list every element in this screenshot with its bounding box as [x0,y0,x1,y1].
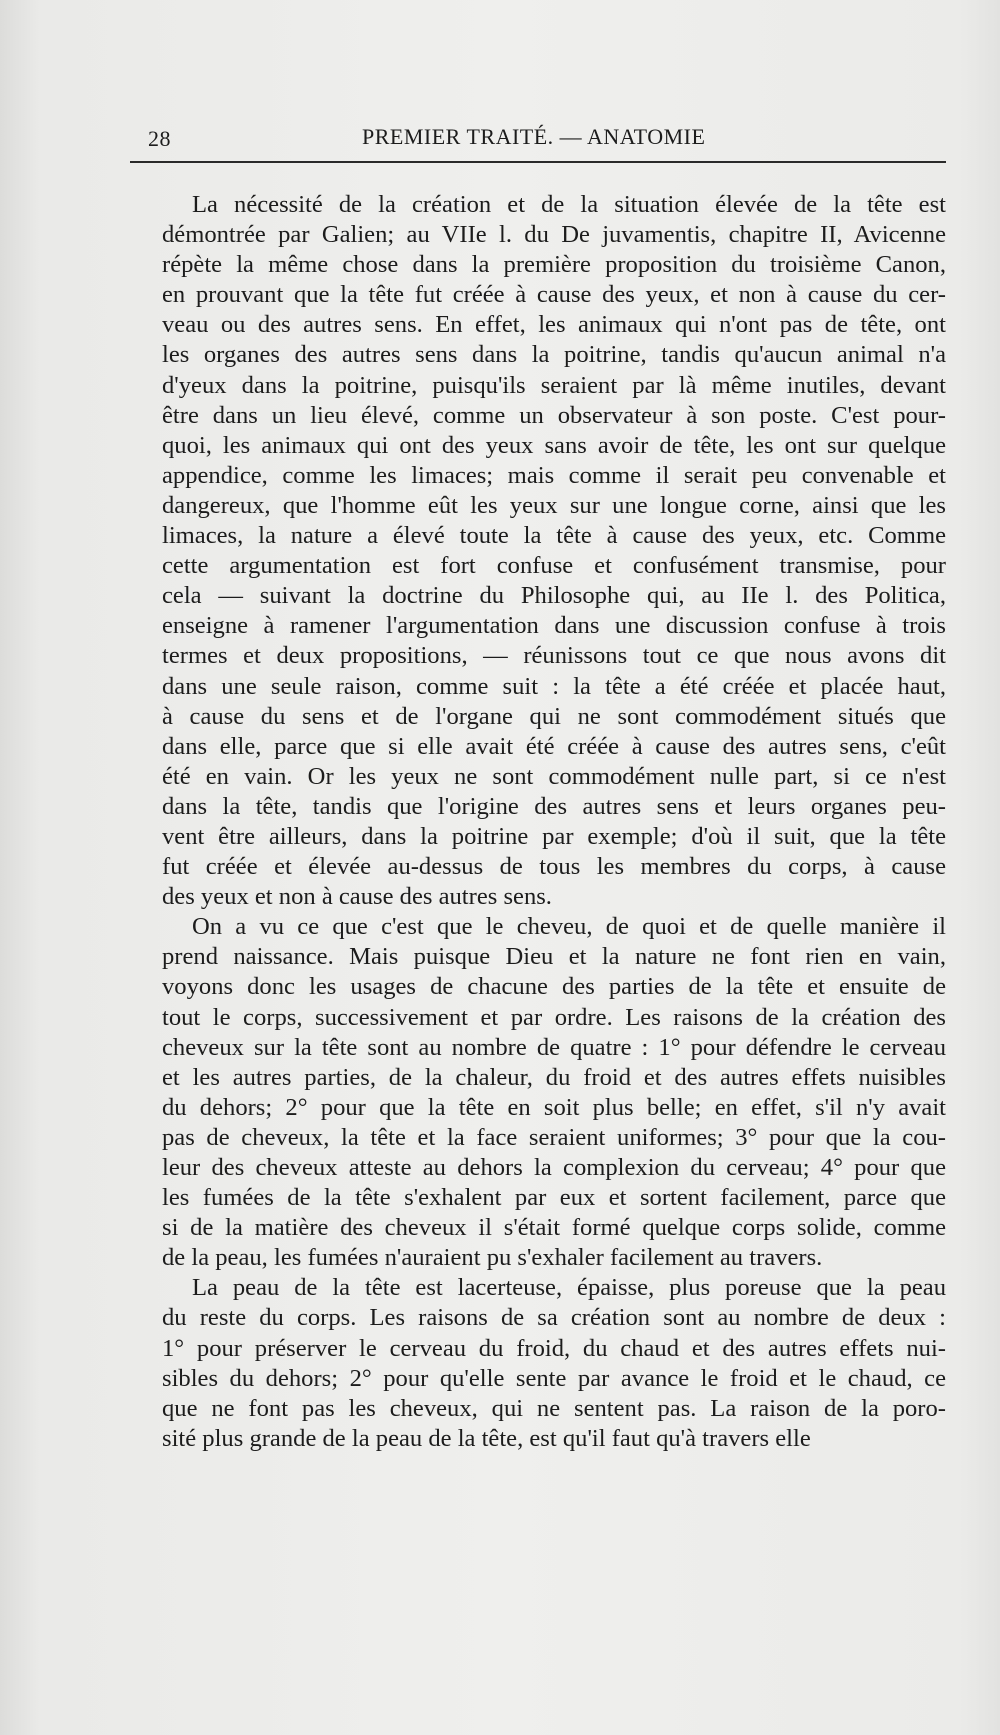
text-line: 1° pour préserver le cerveau du froid, du chaud et des autres effets nui- [162,1334,946,1362]
text-line: dangereux, que l'homme eût les yeux sur une longue corne, ainsi que les [162,491,946,519]
text-line: La nécessité de la création et de la situation élevée de la tête est [192,191,946,218]
text-line: dans la tête, tandis que l'origine des autres sens et leurs organes peu- [162,792,946,820]
text-line: dans une seule raison, comme suit : la tête a été créée et placée haut, [162,672,946,700]
paragraph-2 [130,912,946,1273]
text-line: enseigne à ramener l'argumentation dans une discussion confuse à trois [162,612,946,640]
text-line: à cause du sens et de l'organe qui ne sont commodément situés que [162,702,946,730]
text-line: démontrée par Galien; au VIIe l. du De juvamentis, chapitre II, Avicenne [162,221,946,249]
text-line: vent être ailleurs, dans la poitrine par exemple; d'où il suit, que la tête [162,822,946,850]
text-line: quoi, les animaux qui ont des yeux sans avoir de tête, les ont sur quelque [162,431,946,459]
text-line: de la peau, les fumées n'auraient pu s'exhaler facilement au travers. [162,1244,823,1272]
text-line: et les autres parties, de la chaleur, du froid et des autres effets nuisibles [162,1063,946,1091]
text-line: termes et deux propositions, — réunissons tout ce que nous avons dit [162,642,946,670]
text-line: été en vain. Or les yeux ne sont commodément nulle part, si ce n'est [162,762,946,790]
running-title: PREMIER TRAITÉ. — ANATOMIE [362,124,706,149]
text-line: fut créée et élevée au-dessus de tous les membres du corps, à cause [162,853,946,881]
paragraph-3 [130,1273,946,1454]
header-rule [130,161,946,163]
text-line: du dehors; 2° pour que la tête en soit plus belle; en effet, s'il n'y avait [162,1093,946,1121]
text-line: pas de cheveux, la tête et la face seraient uniformes; 3° pour que la cou- [162,1123,946,1151]
paragraph-1 [130,190,946,912]
text-line: veau ou des autres sens. En effet, les animaux qui n'ont pas de tête, ont [162,311,946,339]
text-line: que ne font pas les cheveux, qui ne sentent pas. La raison de la poro- [162,1394,946,1422]
text-line: dans elle, parce que si elle avait été créée à cause des autres sens, c'eût [162,732,946,760]
text-line: les fumées de la tête s'exhalent par eux et sortent facilement, parce que [162,1184,946,1212]
text-line: répète la même chose dans la première proposition du troisième Canon, [162,251,946,279]
text-line: tout le corps, successivement et par ordre. Les raisons de la création des [162,1003,946,1031]
text-line: d'yeux dans la poitrine, puisqu'ils seraient par là même inutiles, devant [162,371,946,399]
page-number: 28 [148,126,171,151]
text-line: en prouvant que la tête fut créée à cause des yeux, et non à cause du cer- [162,281,946,309]
text-line: cela — suivant la doctrine du Philosophe qui, au IIe l. des Politica, [162,582,946,610]
text-line: prend naissance. Mais puisque Dieu et la nature ne font rien en vain, [162,943,946,971]
text-line: si de la matière des cheveux il s'était formé quelque corps solide, comme [162,1214,946,1242]
running-head [130,120,946,154]
text-line: être dans un lieu élevé, comme un observateur à son poste. C'est pour- [162,401,946,429]
text-line: leur des cheveux atteste au dehors la complexion du cerveau; 4° pour que [162,1154,946,1181]
text-line: cheveux sur la tête sont au nombre de quatre : 1° pour défendre le cerveau [162,1033,946,1061]
text-line: sité plus grande de la peau de la tête, est qu'il faut qu'à travers elle [162,1424,811,1452]
text-line: limaces, la nature a élevé toute la tête à cause des yeux, etc. Comme [162,522,946,550]
text-line: cette argumentation est fort confuse et confusément transmise, pour [162,552,946,580]
text-line: les organes des autres sens dans la poitrine, tandis qu'aucun animal n'a [162,341,946,369]
text-line: sibles du dehors; 2° pour qu'elle sente par avance le froid et le chaud, ce [162,1364,946,1392]
text-line: La peau de la tête est lacerteuse, épaisse, plus poreuse que la peau [192,1274,946,1302]
text-line: appendice, comme les limaces; mais comme il serait peu convenable et [162,461,946,489]
text-line: du reste du corps. Les raisons de sa création sont au nombre de deux : [162,1304,946,1332]
text-line: On a vu ce que c'est que le cheveu, de quoi et de quelle manière il [192,913,946,941]
text-line: des yeux et non à cause des autres sens. [162,883,552,911]
text-line: voyons donc les usages de chacune des parties de la tête et ensuite de [162,973,946,1001]
body-text [130,190,946,1454]
